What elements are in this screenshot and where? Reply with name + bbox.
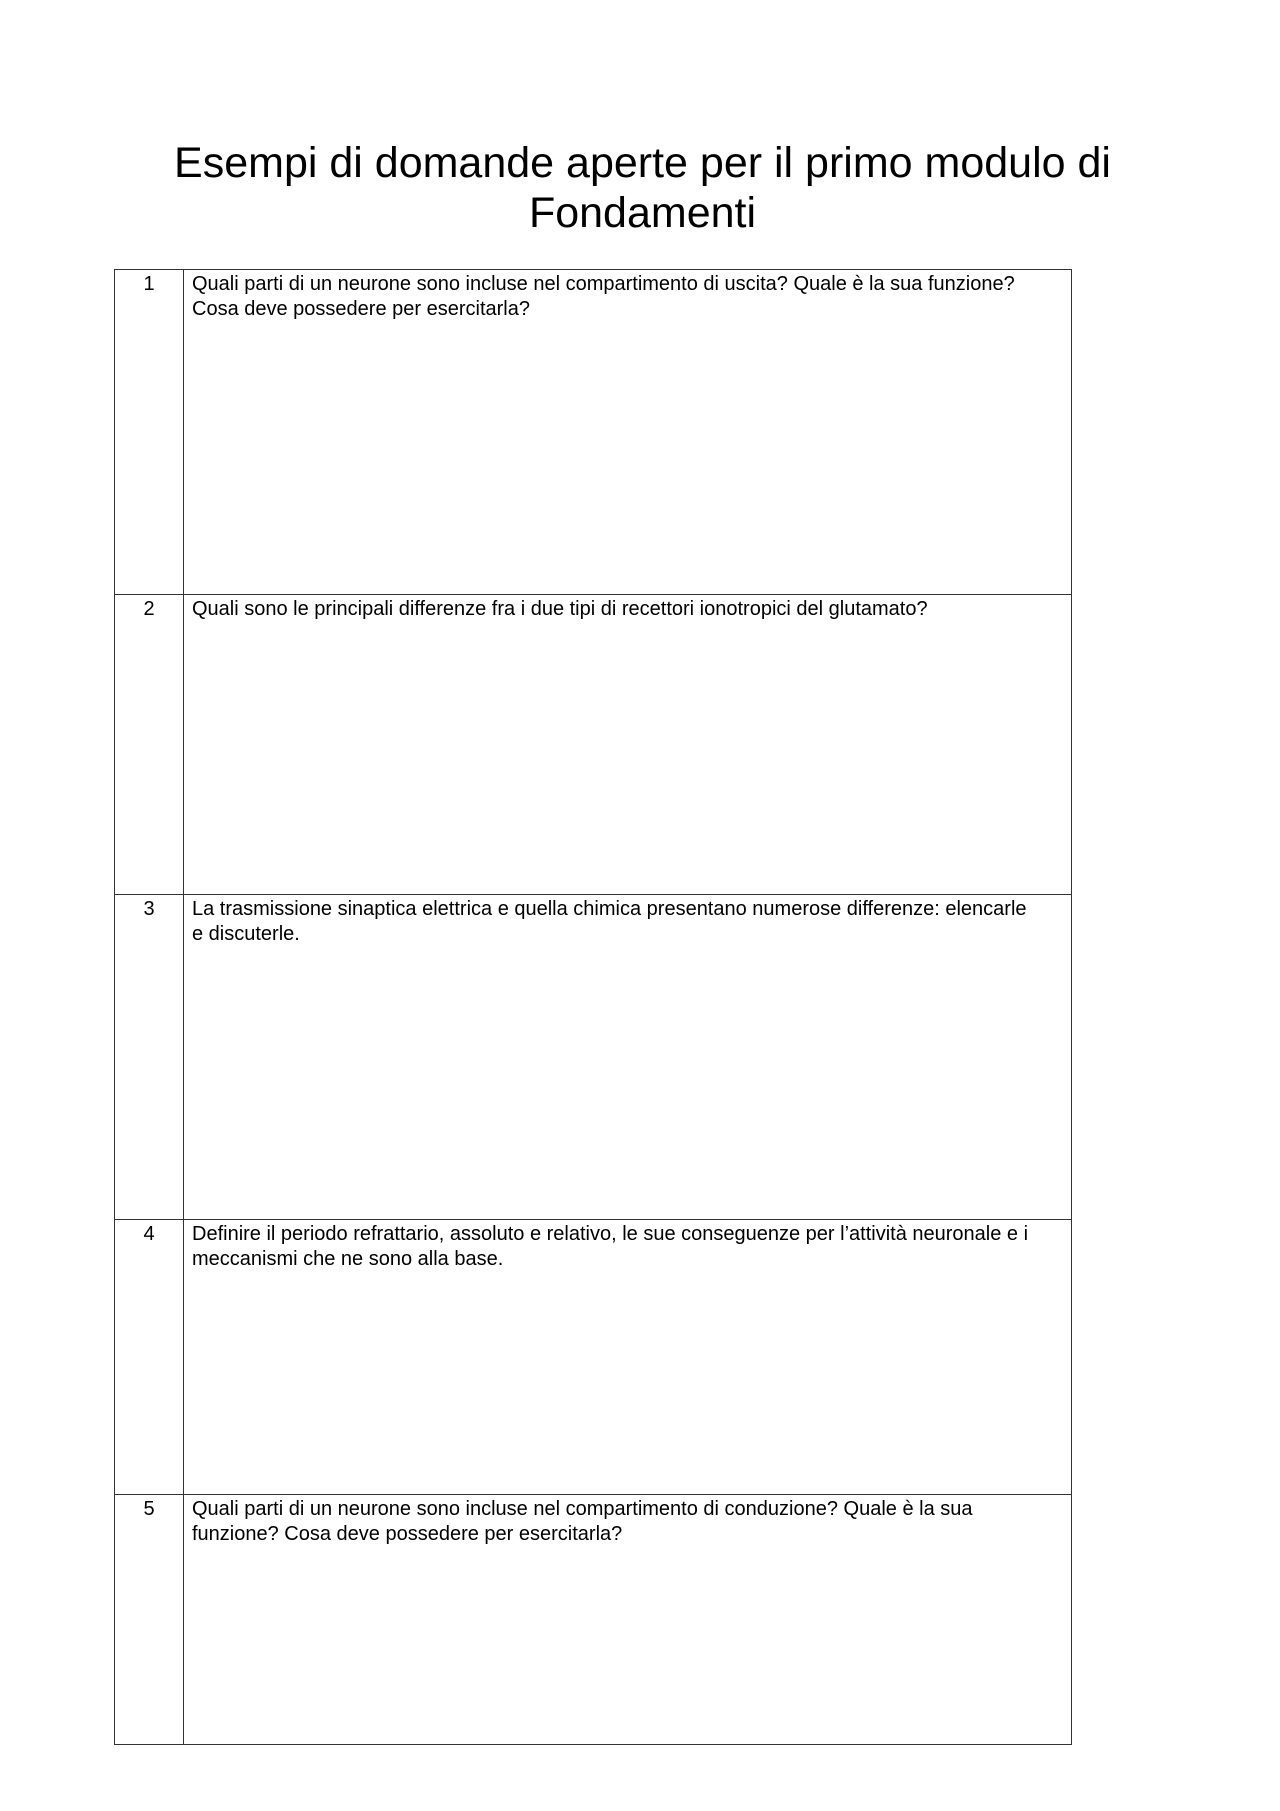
question-row-3 (115, 895, 1072, 1220)
question-row-1 (115, 270, 1072, 595)
question-number: 5 (115, 1495, 184, 1745)
question-text: Quali parti di un neurone sono incluse nel compartimento di conduzione? Quale è la sua funzione? Cosa deve possedere per esercitarla? (184, 1495, 1072, 1745)
question-row-2 (115, 595, 1072, 895)
question-number: 2 (115, 595, 184, 895)
question-number: 1 (115, 270, 184, 595)
question-text: Quali parti di un neurone sono incluse nel compartimento di uscita? Quale è la sua funzione? Cosa deve possedere per esercitarla? (184, 270, 1072, 595)
questions-table (114, 269, 1072, 1745)
question-number: 3 (115, 895, 184, 1220)
question-row-4 (115, 1220, 1072, 1495)
question-row-5 (115, 1495, 1072, 1745)
question-text: La trasmissione sinaptica elettrica e quella chimica presentano numerose differenze: elencarle e discuterle. (184, 895, 1072, 1220)
question-text: Definire il periodo refrattario, assoluto e relativo, le sue conseguenze per l’attività neuronale e i meccanismi che ne sono alla base. (184, 1220, 1072, 1495)
page-title: Esempi di domande aperte per il primo modulo di Fondamenti (174, 139, 1111, 237)
question-number: 4 (115, 1220, 184, 1495)
question-text: Quali sono le principali differenze fra i due tipi di recettori ionotropici del glutamato? (184, 595, 1072, 895)
